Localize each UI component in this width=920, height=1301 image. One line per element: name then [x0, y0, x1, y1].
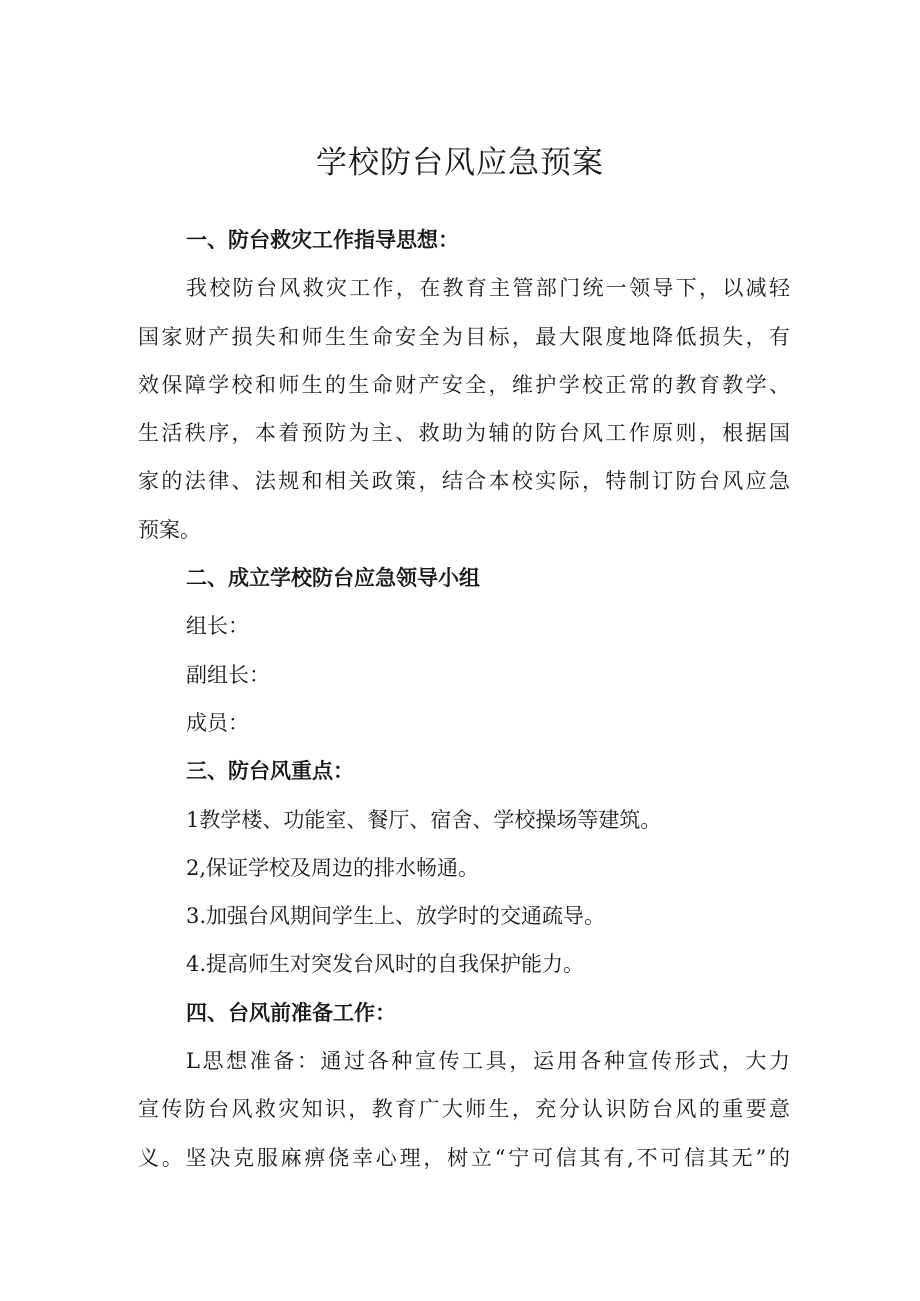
members-field-label: 成员： [186, 710, 249, 735]
section-1-paragraph-line-4: 生活秩序，本着预防为主、救助为辅的防台风工作原则，根据国 [138, 421, 790, 446]
section-3-item-4: 4.提高师生对突发台风时的自我保护能力。 [186, 952, 585, 977]
section-4-paragraph-line-2: 宣传防台风救灾知识，教育广大师生，充分认识防台风的重要意 [138, 1097, 790, 1122]
document-body [138, 216, 790, 1182]
section-1-paragraph-line-6: 预案。 [138, 517, 201, 542]
section-4-heading: 四、台风前准备工作： [186, 1000, 396, 1025]
section-3-item-3: 3.加强台风期间学生上、放学时的交通疏导。 [186, 904, 606, 929]
section-1-heading: 一、防台救灾工作指导思想： [186, 228, 459, 252]
section-1-paragraph-line-3: 效保障学校和师生的生命财产安全，维护学校正常的教育教学、 [138, 372, 790, 397]
deputy-leader-field-label: 副组长： [186, 662, 270, 687]
section-3-item-2: 2,保证学校及周边的排水畅通。 [186, 855, 480, 880]
section-3-item-1: 1教学楼、功能室、餐厅、宿舍、学校操场等建筑。 [186, 807, 662, 832]
section-4-paragraph-line-1: L思想准备：通过各种宣传工具，运用各种宣传形式，大力 [186, 1049, 790, 1074]
section-4-paragraph-line-3: 义。坚决克服麻痹侥幸心理，树立“宁可信其有,不可信其无”的 [138, 1145, 790, 1170]
section-3-heading: 三、防台风重点： [186, 759, 354, 784]
leader-field-label: 组长： [186, 614, 249, 639]
section-1-paragraph-line-1: 我校防台风救灾工作，在教育主管部门统一领导下，以减轻 [186, 276, 790, 301]
document-title: 学校防台风应急预案 [316, 145, 604, 181]
section-2-heading: 二、成立学校防台应急领导小组 [186, 566, 480, 591]
section-1-paragraph-line-5: 家的法律、法规和相关政策，结合本校实际，特制订防台风应急 [138, 469, 790, 494]
section-1-paragraph-line-2: 国家财产损失和师生生命安全为目标，最大限度地降低损失，有 [138, 324, 790, 349]
